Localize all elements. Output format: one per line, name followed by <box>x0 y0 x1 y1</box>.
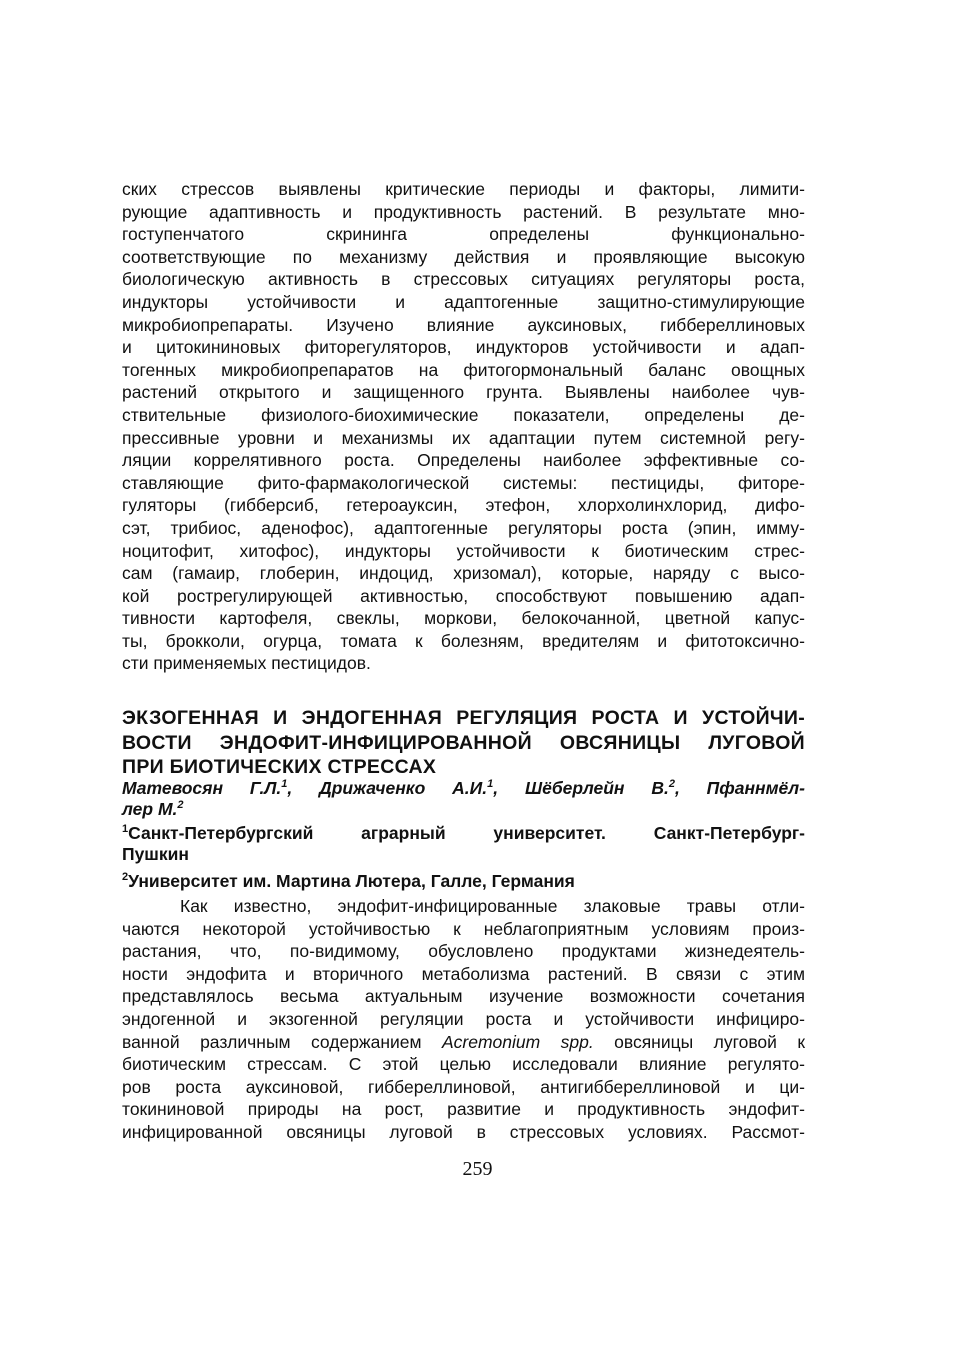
paragraph-2-line: инфицированной овсяницы луговой в стрессовых условиях. Рассмот- <box>122 1121 805 1142</box>
author-affiliation-marker: 2 <box>668 778 675 791</box>
authors-line-1 <box>122 778 805 799</box>
author-pfannmoeller-start: Пфаннмёл- <box>706 778 806 798</box>
affiliation-1-text: Санкт-Петербургский аграрный университет. Санкт-Петербург- <box>128 823 805 843</box>
author-separator: , <box>493 778 525 798</box>
paragraph-1-line: микробиопрепараты. Изучено влияние ауксиновых, гиббереллиновых <box>122 314 805 335</box>
title-line: ПРИ БИОТИЧЕСКИХ СТРЕССАХ <box>122 756 437 778</box>
affiliation-marker: 2 <box>122 871 129 884</box>
affiliation-marker: 1 <box>122 823 129 836</box>
affiliation-2 <box>122 871 805 892</box>
paragraph-2-line: ров роста ауксиновой, гиббереллиновой, антигиббереллиновой и ци- <box>122 1076 805 1097</box>
paragraph-2-line: растания, что, по-видимому, обусловлено продуктами жизнедеятель- <box>122 941 805 962</box>
paragraph-1-line: прессивные уровни и механизмы их адаптации путем системной регу- <box>122 427 805 448</box>
paragraph-1-line: кой рострегулирующей активностью, способствуют повышению адап- <box>122 585 805 606</box>
paragraph-1-line: ствительные физиолого-биохимические показатели, определены де- <box>122 404 805 425</box>
author-separator: , <box>287 778 320 798</box>
title-line: ВОСТИ ЭНДОФИТ-ИНФИЦИРОВАННОЙ ОВСЯНИЦЫ ЛУГОВОЙ <box>122 731 805 754</box>
paragraph-1-line: ских стрессов выявлены критические периоды и факторы, лимити- <box>122 179 805 199</box>
paragraph-1-line: ляции коррелятивного роста. Определены наиболее эффективные со- <box>122 450 805 471</box>
text-segment: ванной различным содержанием <box>122 1031 442 1052</box>
paragraph-1-line: гуляторы (гибберсиб, гетероауксин, этефон, хлорхолинхлорид, дифо- <box>122 495 805 516</box>
paragraph-2-line: ности эндофита и вторичного метаболизма растений. В связи с этим <box>122 963 805 984</box>
paragraph-2-line: токининовой природы на рост, развитие и продуктивность эндофит- <box>122 1099 805 1120</box>
affiliation-2-text: Университет им. Мартина Лютера, Галле, Германия <box>128 871 575 891</box>
paragraph-1-line: индукторы устойчивости и адаптогенные защитно-стимулирующие <box>122 291 805 312</box>
affiliation-1-line-1 <box>122 823 805 844</box>
body-paragraph-2 <box>122 895 805 1144</box>
article-title <box>122 706 805 780</box>
paragraph-1-line: ноцитофит, хитофос), индукторы устойчивости к биотическим стрес- <box>122 540 805 561</box>
author-affiliation-marker: 2 <box>177 799 184 812</box>
author-separator: , <box>674 778 707 798</box>
paragraph-1-line: соответствующие по механизму действия и проявляющие высокую <box>122 246 805 267</box>
page-number: 259 <box>462 1158 493 1180</box>
paragraph-2-line: биотическим стрессам. С этой целью исследовали влияние регулято- <box>122 1054 805 1075</box>
paragraph-1-line: сам (гамаир, глоберин, индоцид, хризомал), которые, наряду с высо- <box>122 563 805 584</box>
text-segment: овсяницы луговой к <box>593 1031 805 1052</box>
author-affiliation-marker: 1 <box>281 778 288 791</box>
paragraph-1-line: биологическую активность в стрессовых ситуациях регуляторы роста, <box>122 269 805 290</box>
paragraph-1-line: ставляющие фито-фармакологической системы: пестициды, фиторе- <box>122 472 805 493</box>
paragraph-1-line: растений открытого и защищенного грунта. Выявлены наиболее чув- <box>122 382 805 403</box>
affiliation-1-line-2: Пушкин <box>122 844 189 864</box>
paragraph-2-line: чаются некоторой устойчивостью к неблагоприятным условиям произ- <box>122 918 805 939</box>
author-pfannmoeller-end: лер М. <box>122 799 178 819</box>
paragraph-1-line: тивности картофеля, свеклы, моркови, белокочанной, цветной капус- <box>122 608 805 629</box>
body-paragraph-1 <box>122 178 805 675</box>
author-drizhachenko: Дрижаченко А.И. <box>319 778 488 798</box>
author-affiliation-marker: 1 <box>487 778 494 791</box>
author-schoberlein: Шёберлейн В. <box>524 778 669 798</box>
affiliation-1 <box>122 823 805 865</box>
paragraph-2-line: эндогенной и экзогенной регуляции роста и устойчивости инфициро- <box>122 1008 805 1029</box>
affiliation-2-line <box>122 871 805 892</box>
paragraph-1-line: гоступенчатого скрининга определены функционально- <box>122 224 805 245</box>
author-matevosyan: Матевосян Г.Л. <box>122 778 282 798</box>
paragraph-2-line: представлялось весьма актуальным изучение возможности сочетания <box>122 986 805 1007</box>
paragraph-1-line: и цитокининовых фиторегуляторов, индукторов устойчивости и адап- <box>122 337 805 358</box>
paragraph-1-line: ты, брокколи, огурца, томата к болезням, вредителям и фитотоксично- <box>122 630 805 651</box>
paragraph-1-line: тогенных микробиопрепаратов на фитогормональный баланс овощных <box>122 359 805 380</box>
paragraph-1-line: сэт, трибиос, аденофос), адаптогенные регуляторы роста (эпин, имму- <box>122 517 805 538</box>
paragraph-2-line-with-italic <box>122 1031 805 1054</box>
paragraph-2-line: Как известно, эндофит-инфицированные злаковые травы отли- <box>180 896 805 916</box>
paragraph-1-line: рующие адаптивность и продуктивность растений. В результате мно- <box>122 201 805 222</box>
title-line: ЭКЗОГЕННАЯ И ЭНДОГЕННАЯ РЕГУЛЯЦИЯ РОСТА И УСТОЙЧИ- <box>122 707 805 729</box>
authors-line-2 <box>122 799 805 820</box>
paragraph-1-line: сти применяемых пестицидов. <box>122 653 371 674</box>
species-name: Acremonium spp. <box>441 1031 594 1052</box>
article-authors <box>122 778 805 820</box>
